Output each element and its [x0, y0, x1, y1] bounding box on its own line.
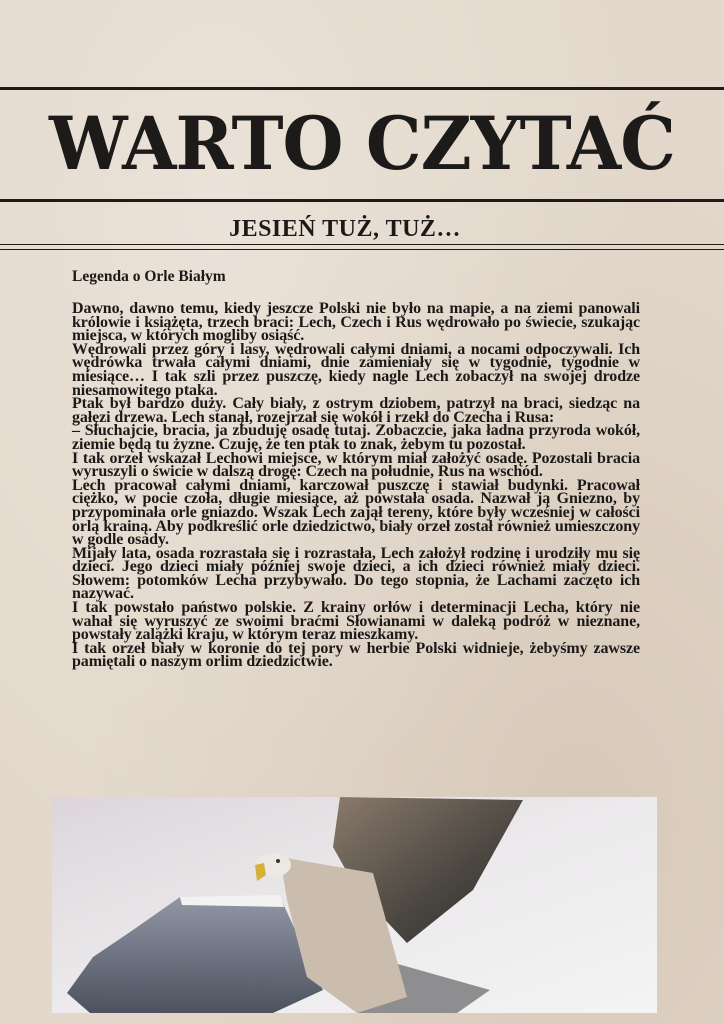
article-paragraph: Mijały lata, osada rozrastała się i rozrastała, Lech założył rodzinę i urodziły mu się dzieci. Jego dzieci miały później swoje dzieci, a ich dzieci również miały dzieci. Słowem: potomków Lecha przybywało. Do tego stopnia, że Lachami zaczęto ich nazywać.: [72, 544, 640, 603]
article-heading: Legenda o Orle Białym: [72, 268, 226, 285]
article-paragraph: – Słuchajcie, bracia, ja zbuduję osadę tutaj. Zobaczcie, jaka ładna przyroda wokół, ziemie będą tu żyzne. Czuję, że ten ptak to znak, żebym tu pozostał.: [72, 422, 640, 453]
subtitle-rule-2: [0, 249, 724, 250]
eagle-icon: [52, 797, 657, 1013]
title-bottom-rule: [0, 199, 724, 202]
article-paragraph: Ptak był bardzo duży. Cały biały, z ostrym dziobem, patrzył na braci, siedząc na gałęzi drzewa. Lech stanął, rozejrzał się wokół i rzekł do Czecha i Rusa:: [72, 395, 640, 426]
subtitle-rule-1: [0, 244, 724, 245]
eagle-illustration: [52, 797, 657, 1013]
article-paragraph: I tak orzeł wskazał Lechowi miejsce, w którym miał założyć osadę. Pozostali bracia wyruszyli o świcie w dalszą drogę: Czech na południe, Rus na wschód.: [72, 449, 640, 481]
top-rule: [0, 87, 724, 90]
article: [72, 268, 640, 669]
article-paragraph: I tak orzeł biały w koronie do tej pory w herbie Polski widnieje, żebyśmy zawsze pamiętali o naszym orlim dziedzictwie.: [72, 639, 640, 671]
page-title: WARTO CZYTAĆ: [49, 99, 675, 188]
section-subtitle: JESIEŃ TUŻ, TUŻ…: [229, 216, 461, 242]
article-paragraph: Lech pracował całymi dniami, karczował puszczę i stawiał budynki. Pracował ciężko, w pocie czoła, długie miesiące, aż powstała osada. Nazwał ją Gniezno, by przypominała orle gniazdo. Wszak Lech zajął tereny, które były wcześniej w całości orlą krainą. Aby podkreślić orle dziedzictwo, biały orzeł został również umieszczony w godle osady.: [72, 476, 640, 549]
article-paragraph: Dawno, dawno temu, kiedy jeszcze Polski nie było na mapie, a na ziemi panowali królowie i książęta, trzech braci: Lech, Czech i Rus wędrowało po świecie, szukając miejsca, w których mogliby osiąść.: [72, 300, 640, 345]
article-paragraph: I tak powstało państwo polskie. Z krainy orłów i determinacji Lecha, który nie wahał się wyruszyć ze swoimi braćmi Słowianami w daleką podróż w nieznane, powstały zalążki kraju, w którym teraz mieszkamy.: [72, 599, 640, 644]
article-paragraph: Wędrowali przez góry i lasy, wędrowali całymi dniami, a nocami odpoczywali. Ich wędrówka trwała całymi dniami, dnie zamieniały się w tygodnie, tygodnie w miesiące… I tak szli przez puszczę, kiedy nagle Lech zobaczył na swojej drodze niesamowitego ptaka.: [72, 340, 640, 399]
